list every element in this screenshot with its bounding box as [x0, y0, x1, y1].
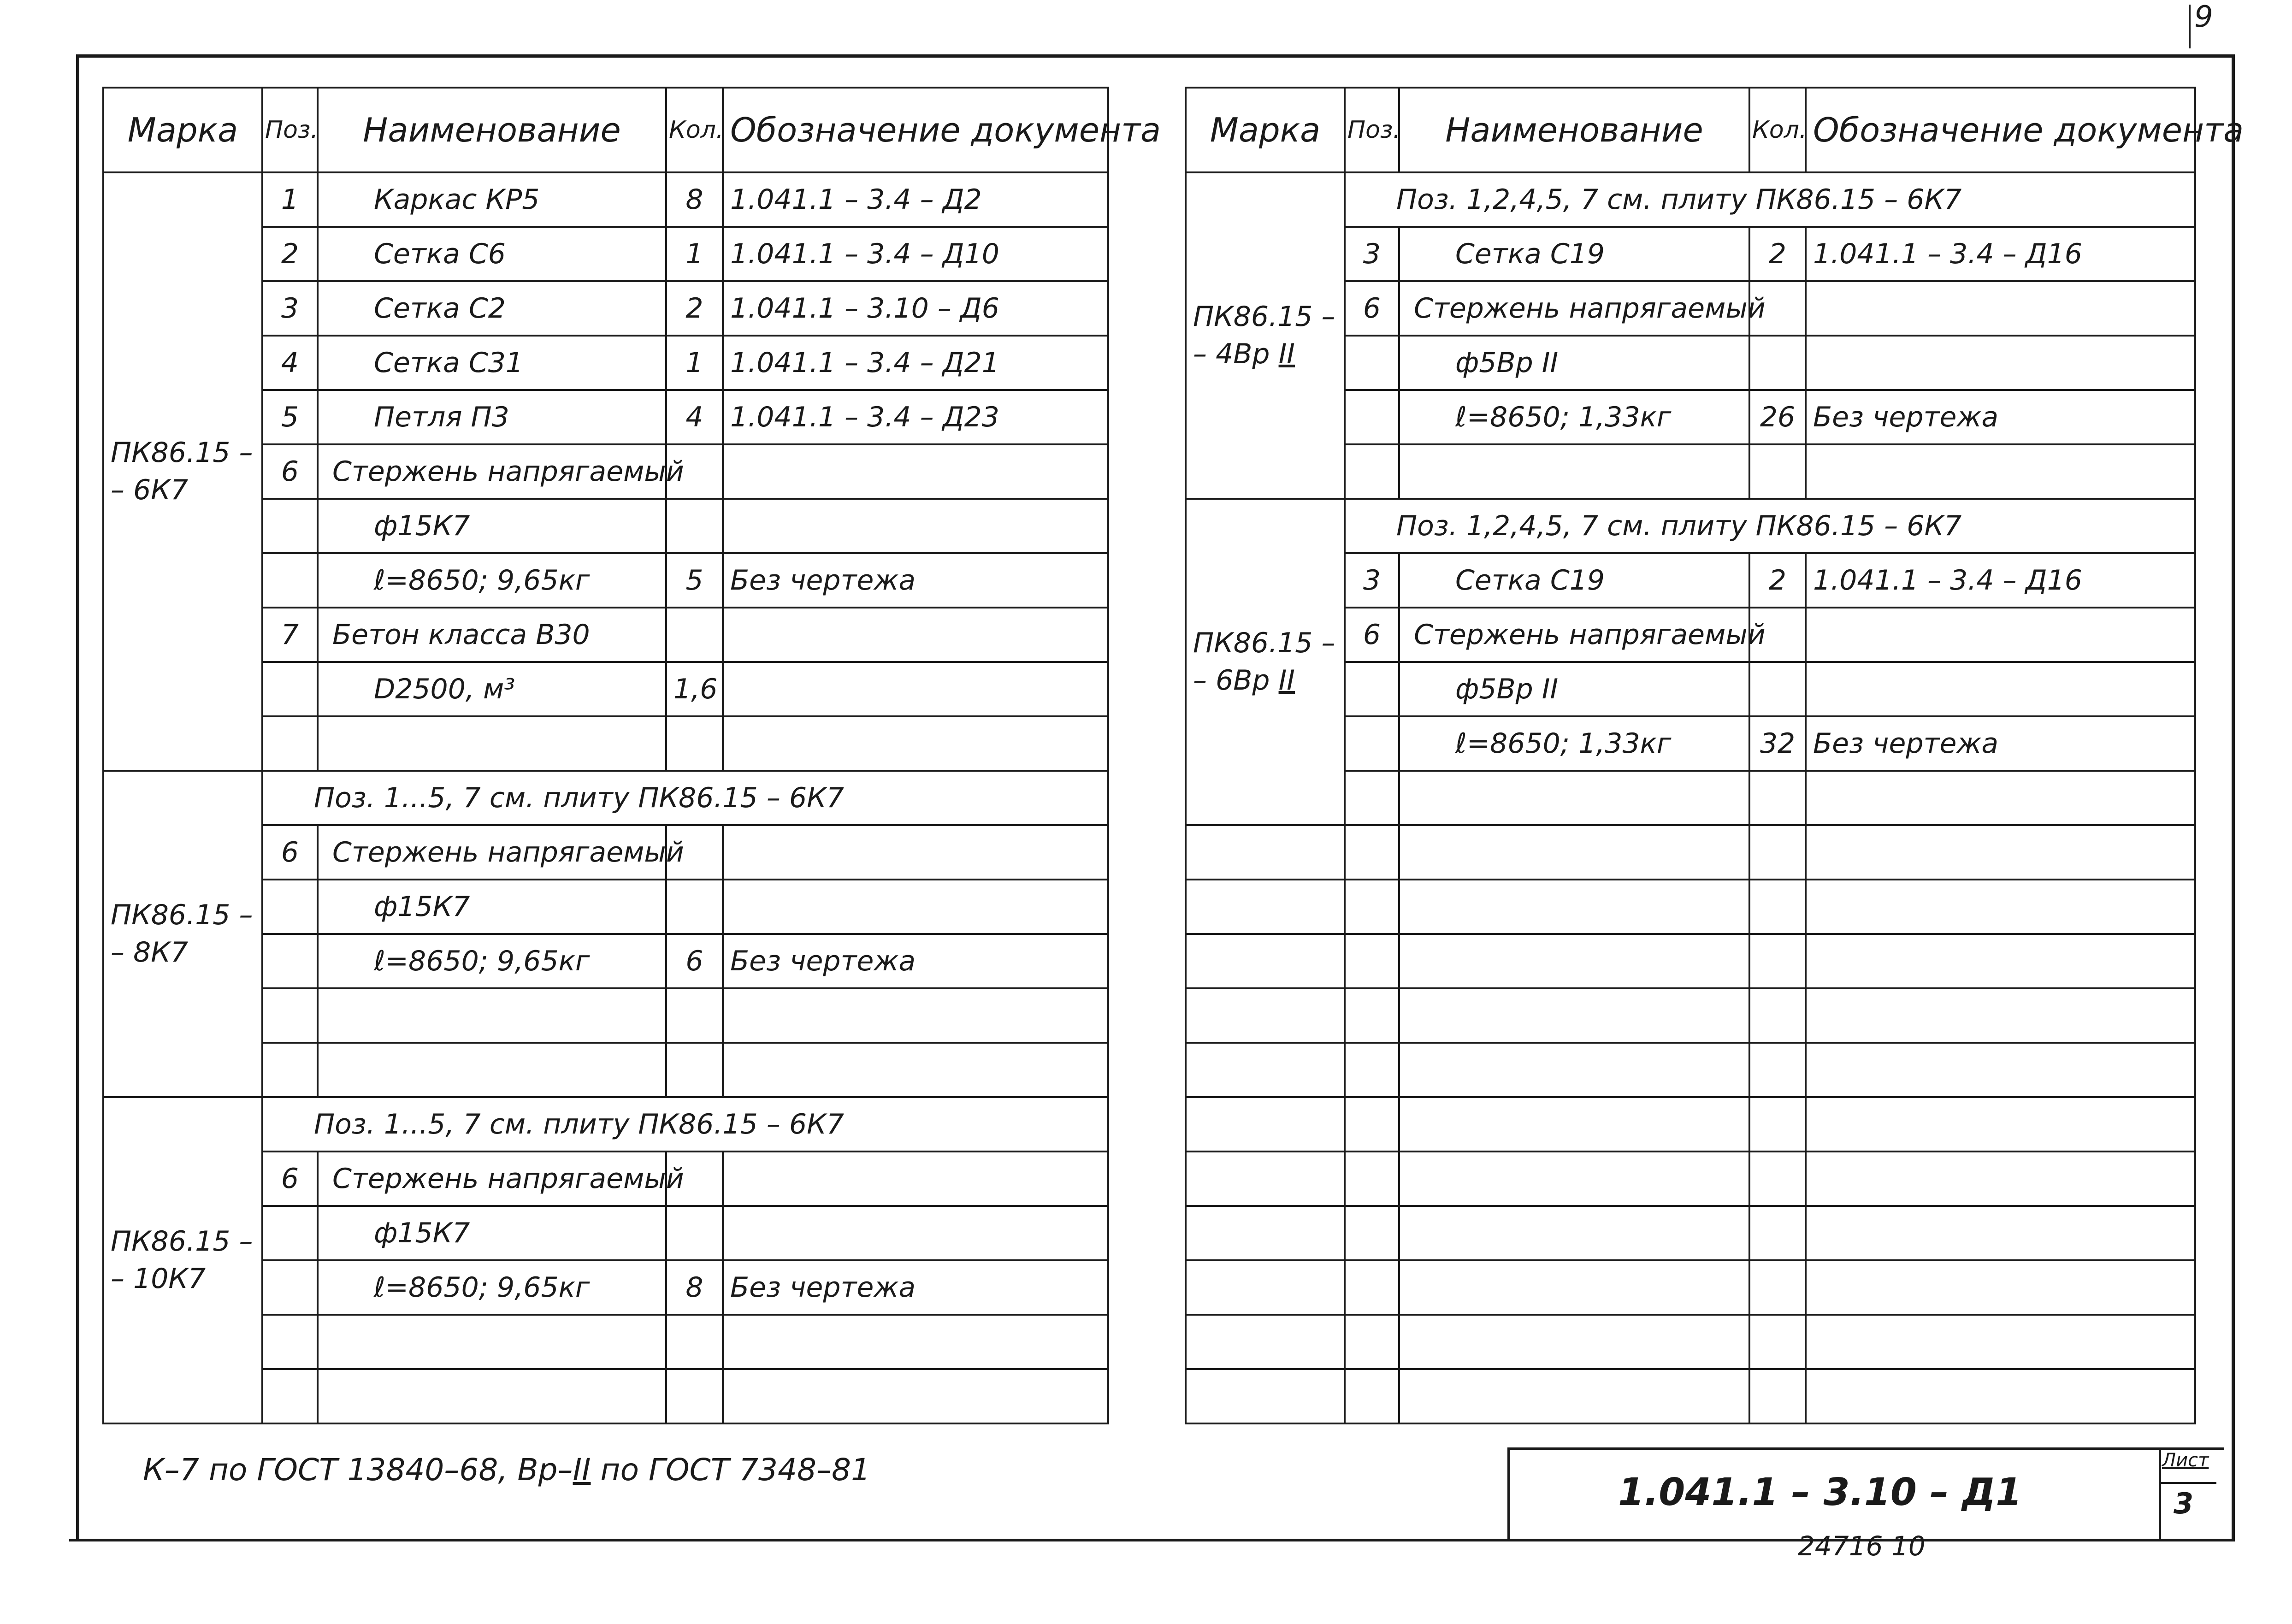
- marka-line-1: ПК86.15 –: [1193, 301, 1335, 333]
- empty-cell: [1186, 1097, 1345, 1152]
- empty-cell: [1806, 1097, 2195, 1152]
- name-cell: [318, 1315, 666, 1369]
- pos-cell: [262, 1043, 318, 1097]
- col-pos: Поз.: [1345, 88, 1399, 172]
- pos-cell: 6: [262, 444, 318, 499]
- marka-line-2-text: – 4Вр: [1193, 338, 1270, 370]
- see-note: Поз. 1,2,4,5, 7 см. плиту ПК86.15 – 6К7: [1345, 499, 2195, 553]
- qty-cell: 1: [666, 227, 723, 281]
- pos-cell: [262, 716, 318, 771]
- name-cell: [1399, 444, 1749, 499]
- marka-cell: [1186, 499, 1345, 825]
- pos-cell: [262, 988, 318, 1043]
- doc-cell: 1.041.1 – 3.4 – Д16: [1806, 227, 2195, 281]
- empty-cell: [1749, 1152, 1806, 1206]
- name-cell: ф15К7: [318, 880, 666, 934]
- spec-table-left: [102, 87, 1161, 1424]
- pos-cell: 2: [262, 227, 318, 281]
- pos-cell: [1345, 444, 1399, 499]
- empty-cell: [1399, 1369, 1749, 1423]
- name-cell: Сетка С2: [318, 281, 666, 336]
- empty-cell: [1399, 1152, 1749, 1206]
- empty-cell: [1345, 1315, 1399, 1369]
- name-cell: [318, 716, 666, 771]
- marka-line-1: ПК86.15 –: [111, 437, 253, 469]
- qty-cell: [666, 716, 723, 771]
- table-row: [1186, 1097, 2195, 1152]
- pos-cell: [262, 1206, 318, 1260]
- table-row: [1186, 1043, 2195, 1097]
- empty-cell: [1345, 1369, 1399, 1423]
- doc-cell: Без чертежа: [1806, 716, 2195, 771]
- empty-cell: [1186, 934, 1345, 988]
- empty-cell: [1399, 825, 1749, 880]
- empty-cell: [1186, 825, 1345, 880]
- marka-class: II: [1278, 664, 1295, 697]
- doc-cell: Без чертежа: [723, 553, 1108, 608]
- empty-cell: [1186, 1206, 1345, 1260]
- name-cell: ℓ=8650; 9,65кг: [318, 1260, 666, 1315]
- name-cell: Стержень напрягаемый: [318, 825, 666, 880]
- qty-cell: [1749, 662, 1806, 716]
- doc-cell: 1.041.1 – 3.4 – Д16: [1806, 553, 2195, 608]
- marka-cell: [103, 172, 262, 771]
- empty-cell: [1186, 1260, 1345, 1315]
- empty-cell: [1806, 880, 2195, 934]
- qty-cell: [1749, 336, 1806, 390]
- doc-cell: [1806, 662, 2195, 716]
- name-cell: Петля П3: [318, 390, 666, 444]
- pos-cell: 6: [1345, 281, 1399, 336]
- empty-cell: [1749, 1315, 1806, 1369]
- name-cell: D2500, м³: [318, 662, 666, 716]
- qty-cell: 2: [1749, 553, 1806, 608]
- doc-cell: [723, 1206, 1108, 1260]
- empty-cell: [1399, 1315, 1749, 1369]
- empty-cell: [1806, 1043, 2195, 1097]
- empty-cell: [1186, 1043, 1345, 1097]
- col-doc: Обозначение документа: [723, 88, 1108, 172]
- marka-cell: [1186, 172, 1345, 499]
- document-code: 1.041.1 – 3.10 – Д1: [1618, 1470, 2022, 1514]
- spec-table-right: [1185, 87, 2244, 1424]
- empty-cell: [1345, 1152, 1399, 1206]
- qty-cell: 2: [666, 281, 723, 336]
- empty-cell: [1749, 1043, 1806, 1097]
- pos-cell: [262, 1260, 318, 1315]
- empty-cell: [1806, 1152, 2195, 1206]
- col-qty: Кол.: [666, 88, 723, 172]
- see-note: Поз. 1...5, 7 см. плиту ПК86.15 – 6К7: [262, 1097, 1108, 1152]
- see-note: Поз. 1...5, 7 см. плиту ПК86.15 – 6К7: [262, 771, 1108, 825]
- inventory-number: 24716 10: [1798, 1530, 1926, 1562]
- sheet-label: Лист: [2162, 1450, 2209, 1471]
- name-cell: Стержень напрягаемый: [318, 1152, 666, 1206]
- right-body: [1186, 172, 2195, 1423]
- name-cell: ℓ=8650; 1,33кг: [1399, 390, 1749, 444]
- empty-cell: [1399, 988, 1749, 1043]
- name-cell: ф5Вр II: [1399, 662, 1749, 716]
- pos-cell: 1: [262, 172, 318, 227]
- empty-cell: [1749, 880, 1806, 934]
- empty-cell: [1806, 934, 2195, 988]
- doc-cell: [723, 1369, 1108, 1423]
- pos-cell: 6: [262, 825, 318, 880]
- qty-cell: 2: [1749, 227, 1806, 281]
- empty-cell: [1186, 880, 1345, 934]
- marka-line-2: [111, 1260, 255, 1298]
- name-cell: Стержень напрягаемый: [1399, 608, 1749, 662]
- pos-cell: [262, 499, 318, 553]
- name-cell: [1399, 771, 1749, 825]
- sheet-number: 3: [2174, 1487, 2194, 1520]
- doc-cell: [723, 716, 1108, 771]
- see-note: Поз. 1,2,4,5, 7 см. плиту ПК86.15 – 6К7: [1345, 172, 2195, 227]
- doc-cell: [723, 1315, 1108, 1369]
- qty-cell: 4: [666, 390, 723, 444]
- col-name: Наименование: [1399, 88, 1749, 172]
- pos-cell: [1345, 336, 1399, 390]
- col-marka: Марка: [1186, 88, 1345, 172]
- note-part-1: К–7 по ГОСТ 13840–68, Вр–: [143, 1452, 573, 1488]
- pos-cell: 4: [262, 336, 318, 390]
- doc-cell: [723, 1152, 1108, 1206]
- pos-cell: 3: [262, 281, 318, 336]
- doc-cell: [723, 880, 1108, 934]
- empty-cell: [1345, 1097, 1399, 1152]
- pos-cell: [1345, 390, 1399, 444]
- qty-cell: 1: [666, 336, 723, 390]
- doc-cell: [723, 825, 1108, 880]
- pos-cell: [262, 934, 318, 988]
- empty-cell: [1399, 1206, 1749, 1260]
- col-qty: Кол.: [1749, 88, 1806, 172]
- empty-cell: [1345, 880, 1399, 934]
- empty-cell: [1345, 1043, 1399, 1097]
- left-body: [103, 172, 1108, 1423]
- empty-cell: [1186, 988, 1345, 1043]
- marka-class: II: [1278, 338, 1295, 370]
- empty-cell: [1806, 825, 2195, 880]
- name-cell: Сетка С6: [318, 227, 666, 281]
- marka-line-2-text: – 6К7: [111, 474, 189, 506]
- table-row: [1186, 1206, 2195, 1260]
- qty-cell: 26: [1749, 390, 1806, 444]
- marka-line-1: ПК86.15 –: [1193, 627, 1335, 659]
- header-row: [1186, 88, 2195, 172]
- qty-cell: 1,6: [666, 662, 723, 716]
- empty-cell: [1186, 1315, 1345, 1369]
- name-cell: Сетка С19: [1399, 227, 1749, 281]
- doc-cell: 1.041.1 – 3.10 – Д6: [723, 281, 1108, 336]
- table-row: [1186, 934, 2195, 988]
- doc-cell: Без чертежа: [723, 934, 1108, 988]
- qty-cell: [666, 1043, 723, 1097]
- name-cell: [318, 988, 666, 1043]
- table-row: [1186, 1260, 2195, 1315]
- corner-mark: [2189, 5, 2191, 48]
- doc-cell: [1806, 771, 2195, 825]
- qty-cell: [666, 608, 723, 662]
- qty-cell: [1749, 771, 1806, 825]
- empty-cell: [1186, 1152, 1345, 1206]
- marka-line-2-text: – 8К7: [111, 936, 189, 968]
- steel-standards-note: [143, 1452, 870, 1488]
- marka-line-1: ПК86.15 –: [111, 899, 253, 931]
- empty-cell: [1345, 934, 1399, 988]
- see-row: [103, 1097, 1108, 1152]
- empty-cell: [1399, 1260, 1749, 1315]
- empty-cell: [1806, 1206, 2195, 1260]
- empty-cell: [1749, 1260, 1806, 1315]
- empty-cell: [1749, 988, 1806, 1043]
- marka-line-2: [1193, 662, 1337, 699]
- qty-cell: 8: [666, 172, 723, 227]
- doc-cell: [723, 1043, 1108, 1097]
- marka-cell: [103, 771, 262, 1097]
- name-cell: Каркас КР5: [318, 172, 666, 227]
- empty-cell: [1749, 1369, 1806, 1423]
- doc-cell: [723, 444, 1108, 499]
- empty-cell: [1399, 1043, 1749, 1097]
- qty-cell: 6: [666, 934, 723, 988]
- doc-cell: 1.041.1 – 3.4 – Д21: [723, 336, 1108, 390]
- note-class: II: [573, 1452, 591, 1488]
- name-cell: ф15К7: [318, 499, 666, 553]
- col-doc: Обозначение документа: [1806, 88, 2195, 172]
- doc-cell: [1806, 444, 2195, 499]
- page-number: 9: [2194, 0, 2213, 34]
- doc-cell: [723, 608, 1108, 662]
- pos-cell: [262, 1315, 318, 1369]
- qty-cell: [666, 880, 723, 934]
- table-row: [1186, 825, 2195, 880]
- doc-cell: Без чертежа: [1806, 390, 2195, 444]
- col-name: Наименование: [318, 88, 666, 172]
- pos-cell: 7: [262, 608, 318, 662]
- name-cell: Бетон класса В30: [318, 608, 666, 662]
- name-cell: [318, 1043, 666, 1097]
- doc-cell: 1.041.1 – 3.4 – Д2: [723, 172, 1108, 227]
- doc-cell: [723, 662, 1108, 716]
- empty-cell: [1749, 1206, 1806, 1260]
- empty-cell: [1399, 1097, 1749, 1152]
- col-pos: Поз.: [262, 88, 318, 172]
- pos-cell: [262, 880, 318, 934]
- empty-cell: [1806, 988, 2195, 1043]
- empty-cell: [1749, 934, 1806, 988]
- doc-cell: 1.041.1 – 3.4 – Д10: [723, 227, 1108, 281]
- empty-cell: [1806, 1315, 2195, 1369]
- empty-cell: [1399, 880, 1749, 934]
- name-cell: Сетка С31: [318, 336, 666, 390]
- doc-cell: [723, 988, 1108, 1043]
- marka-line-2: [111, 934, 255, 971]
- empty-cell: [1186, 1369, 1345, 1423]
- pos-cell: [262, 1369, 318, 1423]
- see-row: [1186, 499, 2195, 553]
- pos-cell: 6: [262, 1152, 318, 1206]
- empty-cell: [1345, 825, 1399, 880]
- empty-cell: [1345, 988, 1399, 1043]
- name-cell: ℓ=8650; 9,65кг: [318, 934, 666, 988]
- empty-cell: [1749, 825, 1806, 880]
- pos-cell: [1345, 716, 1399, 771]
- pos-cell: [262, 553, 318, 608]
- marka-line-2-text: – 10К7: [111, 1263, 206, 1295]
- see-row: [1186, 172, 2195, 227]
- name-cell: ℓ=8650; 1,33кг: [1399, 716, 1749, 771]
- empty-cell: [1806, 1369, 2195, 1423]
- col-marka: Марка: [103, 88, 262, 172]
- sheet-divider: [2159, 1482, 2216, 1484]
- doc-cell: 1.041.1 – 3.4 – Д23: [723, 390, 1108, 444]
- marka-cell: [103, 1097, 262, 1423]
- empty-cell: [1806, 1260, 2195, 1315]
- marka-line-2: [111, 472, 255, 509]
- doc-cell: [1806, 281, 2195, 336]
- table-row: [1186, 988, 2195, 1043]
- name-cell: Стержень напрягаемый: [318, 444, 666, 499]
- empty-cell: [1345, 1206, 1399, 1260]
- empty-cell: [1749, 1097, 1806, 1152]
- pos-cell: 5: [262, 390, 318, 444]
- name-cell: ф5Вр II: [1399, 336, 1749, 390]
- doc-cell: [723, 499, 1108, 553]
- qty-cell: 8: [666, 1260, 723, 1315]
- qty-cell: 5: [666, 553, 723, 608]
- empty-cell: [1399, 934, 1749, 988]
- name-cell: Сетка С19: [1399, 553, 1749, 608]
- marka-line-1: ПК86.15 –: [111, 1225, 253, 1258]
- doc-cell: [1806, 336, 2195, 390]
- empty-cell: [1345, 1260, 1399, 1315]
- pos-cell: [1345, 771, 1399, 825]
- qty-cell: [666, 1369, 723, 1423]
- doc-cell: [1806, 608, 2195, 662]
- table-row: [103, 172, 1108, 227]
- name-cell: ℓ=8650; 9,65кг: [318, 553, 666, 608]
- doc-cell: Без чертежа: [723, 1260, 1108, 1315]
- name-cell: ф15К7: [318, 1206, 666, 1260]
- pos-cell: 3: [1345, 227, 1399, 281]
- marka-line-2: [1193, 336, 1337, 373]
- see-row: [103, 771, 1108, 825]
- pos-cell: 3: [1345, 553, 1399, 608]
- qty-cell: [666, 499, 723, 553]
- qty-cell: [666, 1206, 723, 1260]
- pos-cell: [262, 662, 318, 716]
- qty-cell: [1749, 444, 1806, 499]
- qty-cell: 32: [1749, 716, 1806, 771]
- pos-cell: 6: [1345, 608, 1399, 662]
- header-row: [103, 88, 1108, 172]
- table-row: [1186, 880, 2195, 934]
- table-row: [1186, 1369, 2195, 1423]
- note-part-2: по ГОСТ 7348–81: [591, 1452, 870, 1488]
- table-row: [1186, 1152, 2195, 1206]
- name-cell: Стержень напрягаемый: [1399, 281, 1749, 336]
- qty-cell: [666, 988, 723, 1043]
- marka-line-2-text: – 6Вр: [1193, 664, 1270, 697]
- table-row: [1186, 1315, 2195, 1369]
- pos-cell: [1345, 662, 1399, 716]
- name-cell: [318, 1369, 666, 1423]
- qty-cell: [666, 1315, 723, 1369]
